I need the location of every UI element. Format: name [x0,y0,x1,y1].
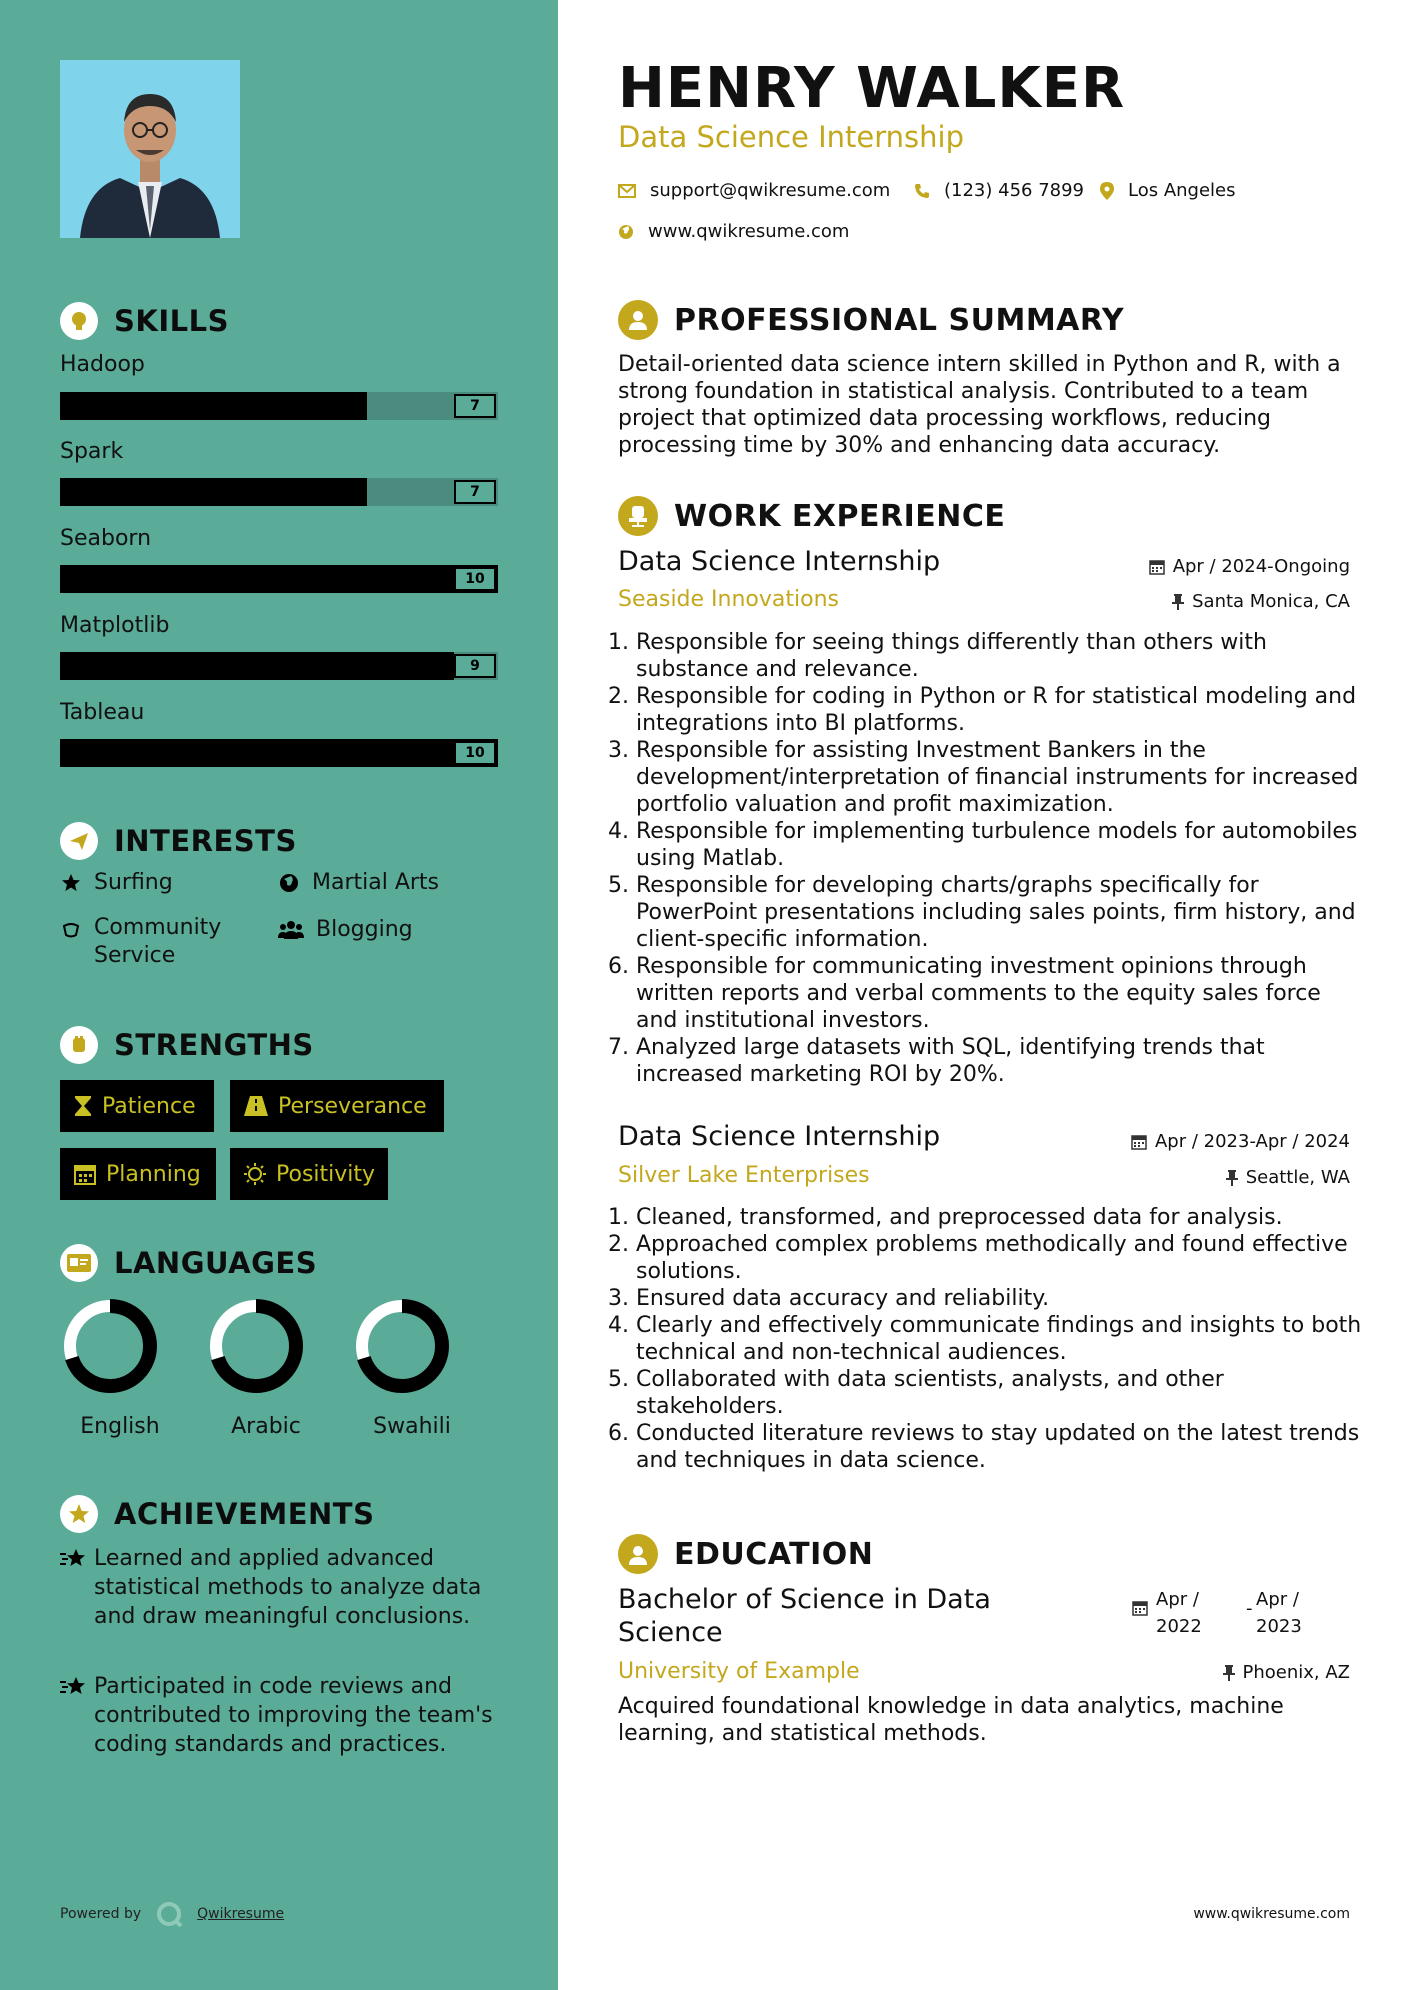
skill-bar-fill [60,739,498,767]
achievement-text: Learned and applied advanced statistical methods to analyze data and draw meaningful conclusions. [94,1546,482,1629]
map-pin-icon [1100,182,1114,200]
job-location [1172,591,1350,612]
sun-icon [244,1163,266,1185]
interest-label: Surfing [94,870,173,895]
interest-label: Blogging [316,917,413,942]
skill-bar-fill [60,392,367,420]
user-icon [618,300,658,340]
summary-title: PROFESSIONAL SUMMARY [674,302,1125,338]
job-dates-text: Apr / 2023-Apr / 2024 [1154,1131,1350,1152]
strength-tag [60,1080,214,1132]
skill-name: Seaborn [60,526,152,551]
strength-label: Planning [106,1161,201,1187]
candidate-name: HENRY WALKER [618,56,1126,121]
interests-title: INTERESTS [114,824,297,858]
calendar-icon [74,1163,96,1185]
skill-bar [60,565,498,593]
job-responsibilities [618,629,1368,1088]
responsibility-item: 2. Approached complex problems methodically and found effective solutions. [636,1231,1368,1285]
interest-label: Martial Arts [312,870,440,895]
languages-title: LANGUAGES [114,1246,318,1280]
star-badge-icon [60,1495,98,1533]
globe-icon [278,870,300,893]
responsibility-item: 6. Responsible for communicating investment opinions through written reports and verbal comments to the equity sales force and institutional investors. [636,953,1368,1034]
contact-website[interactable] [618,221,849,242]
responsibility-item: 6. Conducted literature reviews to stay updated on the latest trends and techniques in data science. [636,1420,1368,1474]
pushpin-icon [1223,1665,1235,1681]
road-icon [244,1096,268,1116]
interest-label: Community Service [94,915,222,968]
responsibility-item: 3. Ensured data accuracy and reliability. [636,1285,1368,1312]
graduate-icon [618,1534,658,1574]
achievement-item [60,1544,500,1631]
skill-bar [60,392,498,420]
education-description: Acquired foundational knowledge in data analytics, machine learning, and statistical methods. [618,1694,1284,1746]
strength-tag [60,1148,216,1200]
skill-level: 10 [454,741,496,765]
skill-level: 7 [454,394,496,418]
skill-bar-fill [60,478,367,506]
hand-icon [60,917,82,940]
job-dates [1131,1131,1350,1152]
achievement-item [60,1672,500,1759]
powered-by [60,1900,284,1928]
experience-title: WORK EXPERIENCE [674,498,1006,534]
strength-label: Positivity [276,1161,376,1187]
skill-bar [60,652,498,680]
job-location-text: Santa Monica, CA [1192,591,1350,612]
summary-header [618,300,1124,340]
phone-text: (123) 456 7899 [944,180,1085,201]
qwikresume-link[interactable]: Qwikresume [197,1906,285,1922]
language-gauge [208,1298,304,1394]
skills-title: SKILLS [114,304,229,338]
website-text: www.qwikresume.com [648,221,850,242]
responsibility-item: 1. Responsible for seeing things differently than others with substance and relevance. [636,629,1368,683]
chair-icon [618,496,658,536]
fist-icon [60,1026,98,1064]
job-location-text: Seattle, WA [1245,1167,1350,1188]
contact-email[interactable] [618,180,890,201]
footer-website[interactable]: www.qwikresume.com [1193,1906,1350,1922]
sidebar [0,0,558,1990]
achievement-star-icon [60,1672,94,1759]
summary-text: Detail-oriented data science intern skilled in Python and R, with a strong foundation in statistical analysis. Contributed to a team project that optimized data processing workflows, reducing processing time by 30% and enhancing data accuracy. [618,352,1341,458]
education-start: Apr / 2022 [1156,1589,1202,1637]
skills-header [60,302,229,340]
qwikresume-logo-icon [155,1900,183,1928]
strengths-header [60,1026,314,1064]
date-separator: - [1246,1598,1253,1619]
responsibility-item: 5. Collaborated with data scientists, analysts, and other stakeholders. [636,1366,1368,1420]
hourglass-icon [74,1095,92,1117]
star-icon [60,870,82,893]
pushpin-icon [1172,594,1184,610]
achievements-header [60,1495,374,1533]
job-location [1226,1167,1350,1188]
skill-level: 10 [454,567,496,591]
users-icon [278,917,304,940]
language-card-icon [60,1244,98,1282]
skill-level: 9 [454,654,496,678]
skill-name: Hadoop [60,352,145,377]
pushpin-icon [1226,1170,1238,1186]
skill-level: 7 [454,480,496,504]
calendar-icon [1132,1600,1148,1620]
language-gauge [354,1298,450,1394]
contact-phone[interactable] [914,180,1084,201]
calendar-icon [1131,1134,1147,1150]
powered-by-label: Powered by [60,1906,142,1922]
skill-bar-fill [60,565,498,593]
achievement-star-icon [60,1544,94,1631]
interests-header [60,822,297,860]
candidate-role: Data Science Internship [618,120,964,154]
contact-location [1100,180,1236,201]
envelope-icon [618,184,636,198]
location-text: Los Angeles [1128,180,1236,201]
strength-tag [230,1148,388,1200]
language-name: Arabic [231,1414,301,1439]
education-location-text: Phoenix, AZ [1242,1662,1350,1683]
strength-tag [230,1080,444,1132]
responsibility-item: 4. Responsible for implementing turbulence models for automobiles using Matlab. [636,818,1368,872]
strengths-title: STRENGTHS [114,1028,314,1062]
skill-name: Tableau [60,700,145,725]
education-header [618,1534,873,1574]
interest-item [278,870,498,895]
achievements-title: ACHIEVEMENTS [114,1497,375,1531]
responsibility-item: 1. Cleaned, transformed, and preprocessed data for analysis. [636,1204,1368,1231]
job-company: Silver Lake Enterprises [618,1163,870,1188]
strength-label: Perseverance [278,1093,427,1119]
skill-bar [60,478,498,506]
languages-header [60,1244,317,1282]
responsibility-item: 7. Analyzed large datasets with SQL, identifying trends that increased marketing ROI by 20%. [636,1034,1368,1088]
job-responsibilities [618,1204,1368,1474]
responsibility-item: 3. Responsible for assisting Investment Bankers in the development/interpretation of financial instruments for increased portfolio valuation and profit maximization. [636,737,1368,818]
skill-name: Matplotlib [60,613,170,638]
responsibility-item: 4. Clearly and effectively communicate findings and insights to both technical and non-technical audiences. [636,1312,1368,1366]
main-content [558,0,1407,1990]
profile-photo [60,60,240,238]
interest-item [278,917,498,942]
job-dates-text: Apr / 2024-Ongoing [1172,556,1350,577]
job-title: Data Science Internship [618,1121,941,1152]
responsibility-item: 5. Responsible for developing charts/graphs specifically for PowerPoint presentations including sales points, firm history, and client-specific information. [636,872,1368,953]
education-location [1223,1662,1351,1683]
education-end: Apr / 2023 [1256,1589,1302,1637]
calendar-icon [1149,559,1165,575]
strength-label: Patience [102,1093,196,1119]
achievement-text: Participated in code reviews and contributed to improving the team's coding standards and practices. [94,1674,493,1757]
experience-header [618,496,1005,536]
lightbulb-icon [60,302,98,340]
interest-item [60,917,260,970]
interest-item [60,870,260,895]
skill-name: Spark [60,439,124,464]
school-name: University of Example [618,1659,860,1684]
responsibility-item: 2. Responsible for coding in Python or R for statistical modeling and integrations into BI platforms. [636,683,1368,737]
job-title: Data Science Internship [618,546,941,577]
language-name: Swahili [373,1414,451,1439]
skill-bar [60,739,498,767]
education-title: EDUCATION [674,1536,874,1572]
globe-icon [618,224,634,240]
skill-bar-fill [60,652,454,680]
paper-plane-icon [60,822,98,860]
job-company: Seaside Innovations [618,587,839,612]
language-gauge [62,1298,158,1394]
phone-icon [914,183,930,199]
language-name: English [80,1414,160,1439]
degree-title: Bachelor of Science in Data Science [618,1584,991,1648]
job-dates [1149,556,1350,577]
email-text: support@qwikresume.com [650,180,891,201]
